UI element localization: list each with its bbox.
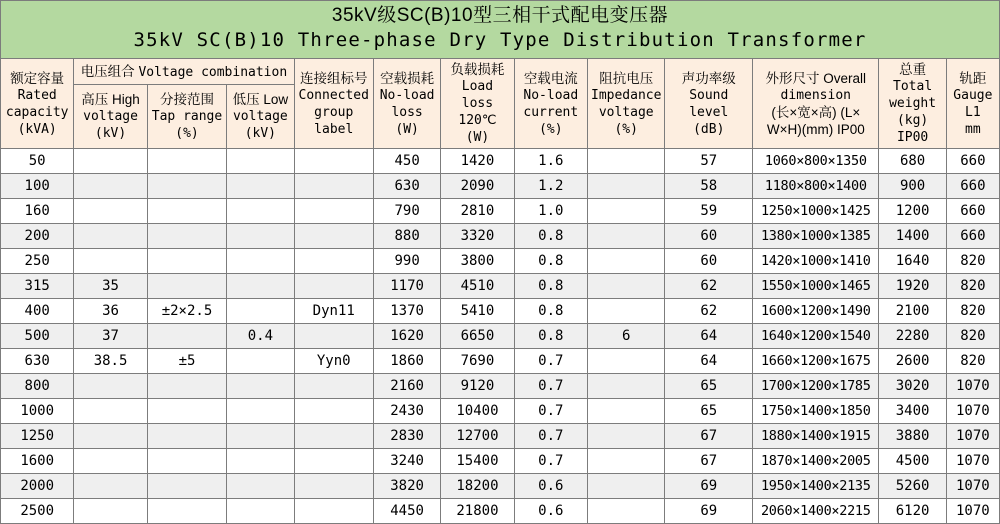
cell-weight: 1920 bbox=[879, 274, 946, 299]
table-row bbox=[1, 149, 1000, 174]
cell-low-voltage bbox=[227, 399, 294, 424]
header-dimension bbox=[753, 59, 879, 149]
cell-no-load-loss: 630 bbox=[373, 174, 440, 199]
cell-dimension: 1180×800×1400 bbox=[753, 174, 879, 199]
cell-dimension: 2060×1400×2215 bbox=[753, 499, 879, 524]
cell-sound-level: 67 bbox=[665, 449, 753, 474]
cell-weight: 680 bbox=[879, 149, 946, 174]
cell-high-voltage: 37 bbox=[74, 324, 147, 349]
cell-sound-level: 69 bbox=[665, 499, 753, 524]
cell-no-load-current: 0.7 bbox=[514, 349, 587, 374]
cell-no-load-loss: 1620 bbox=[373, 324, 440, 349]
cell-gauge: 1070 bbox=[946, 374, 999, 399]
cell-impedance bbox=[588, 149, 665, 174]
cell-load-loss: 9120 bbox=[441, 374, 514, 399]
table-row bbox=[1, 224, 1000, 249]
cell-tap-range bbox=[147, 174, 226, 199]
header-rated-capacity-en: Rated capacity bbox=[5, 87, 69, 120]
cell-gauge: 660 bbox=[946, 149, 999, 174]
header-voltage-combination bbox=[74, 59, 294, 85]
header-tap-range bbox=[147, 85, 226, 149]
cell-low-voltage bbox=[227, 374, 294, 399]
header-sound-level-en: Sound level bbox=[689, 87, 729, 120]
header-tap-range-en: Tap range bbox=[151, 109, 223, 125]
cell-high-voltage bbox=[74, 174, 147, 199]
table-row bbox=[1, 374, 1000, 399]
cell-weight: 3880 bbox=[879, 424, 946, 449]
cell-group-label bbox=[294, 374, 373, 399]
cell-high-voltage bbox=[74, 224, 147, 249]
cell-low-voltage bbox=[227, 174, 294, 199]
cell-impedance bbox=[588, 274, 665, 299]
cell-group-label bbox=[294, 424, 373, 449]
cell-high-voltage bbox=[74, 499, 147, 524]
cell-tap-range bbox=[147, 424, 226, 449]
header-impedance-voltage bbox=[588, 59, 665, 149]
cell-sound-level: 64 bbox=[665, 349, 753, 374]
header-gauge-unit: mm bbox=[965, 121, 981, 137]
cell-tap-range: ±2×2.5 bbox=[147, 299, 226, 324]
cell-weight: 2280 bbox=[879, 324, 946, 349]
cell-low-voltage bbox=[227, 249, 294, 274]
cell-no-load-current: 1.6 bbox=[514, 149, 587, 174]
cell-no-load-current: 0.8 bbox=[514, 224, 587, 249]
cell-capacity: 1250 bbox=[1, 424, 74, 449]
cell-load-loss: 3320 bbox=[441, 224, 514, 249]
table-title bbox=[1, 1, 1000, 59]
header-voltage-combination-cn: 电压组合 bbox=[80, 63, 135, 79]
cell-sound-level: 62 bbox=[665, 274, 753, 299]
cell-dimension: 1950×1400×2135 bbox=[753, 474, 879, 499]
cell-no-load-current: 1.0 bbox=[514, 199, 587, 224]
cell-gauge: 1070 bbox=[946, 399, 999, 424]
cell-tap-range bbox=[147, 474, 226, 499]
cell-group-label bbox=[294, 174, 373, 199]
cell-tap-range bbox=[147, 499, 226, 524]
table-row bbox=[1, 424, 1000, 449]
cell-no-load-current: 0.6 bbox=[514, 499, 587, 524]
cell-tap-range: ±5 bbox=[147, 349, 226, 374]
cell-dimension: 1060×800×1350 bbox=[753, 149, 879, 174]
cell-weight: 3020 bbox=[879, 374, 946, 399]
cell-load-loss: 2090 bbox=[441, 174, 514, 199]
header-high-voltage-unit: (kV) bbox=[94, 126, 127, 142]
header-no-load-current-unit: (%) bbox=[539, 121, 563, 137]
cell-gauge: 820 bbox=[946, 249, 999, 274]
header-impedance-voltage-en: Impedance voltage bbox=[591, 87, 662, 120]
cell-no-load-current: 0.7 bbox=[514, 399, 587, 424]
cell-high-voltage bbox=[74, 474, 147, 499]
cell-capacity: 2000 bbox=[1, 474, 74, 499]
cell-load-loss: 4510 bbox=[441, 274, 514, 299]
cell-high-voltage bbox=[74, 424, 147, 449]
cell-no-load-current: 1.2 bbox=[514, 174, 587, 199]
cell-group-label: Yyn0 bbox=[294, 349, 373, 374]
header-impedance-voltage-cn: 阻抗电压 bbox=[599, 70, 654, 86]
cell-impedance bbox=[588, 299, 665, 324]
header-group-label-en: Connected group label bbox=[298, 87, 369, 137]
cell-dimension: 1660×1200×1675 bbox=[753, 349, 879, 374]
header-gauge-en: Gauge L1 bbox=[953, 87, 993, 120]
cell-low-voltage bbox=[227, 199, 294, 224]
cell-gauge: 1070 bbox=[946, 499, 999, 524]
cell-group-label bbox=[294, 499, 373, 524]
cell-weight: 4500 bbox=[879, 449, 946, 474]
cell-dimension: 1750×1400×1850 bbox=[753, 399, 879, 424]
cell-tap-range bbox=[147, 399, 226, 424]
cell-low-voltage: 0.4 bbox=[227, 324, 294, 349]
cell-low-voltage bbox=[227, 474, 294, 499]
header-total-weight-en: Total weight bbox=[889, 79, 937, 111]
cell-high-voltage: 35 bbox=[74, 274, 147, 299]
cell-no-load-loss: 2160 bbox=[373, 374, 440, 399]
table-row bbox=[1, 324, 1000, 349]
cell-gauge: 820 bbox=[946, 324, 999, 349]
cell-capacity: 100 bbox=[1, 174, 74, 199]
header-tap-range-unit: (%) bbox=[175, 126, 199, 142]
cell-group-label bbox=[294, 274, 373, 299]
header-sound-level-unit: (dB) bbox=[693, 121, 725, 137]
table-row bbox=[1, 449, 1000, 474]
header-high-voltage bbox=[74, 85, 147, 149]
cell-no-load-current: 0.7 bbox=[514, 449, 587, 474]
cell-gauge: 660 bbox=[946, 174, 999, 199]
cell-capacity: 200 bbox=[1, 224, 74, 249]
cell-gauge: 1070 bbox=[946, 449, 999, 474]
title-english: 35kV SC(B)10 Three-phase Dry Type Distribution Transformer bbox=[133, 29, 867, 51]
cell-tap-range bbox=[147, 249, 226, 274]
cell-sound-level: 59 bbox=[665, 199, 753, 224]
cell-sound-level: 57 bbox=[665, 149, 753, 174]
cell-impedance bbox=[588, 499, 665, 524]
cell-no-load-loss: 4450 bbox=[373, 499, 440, 524]
cell-gauge: 820 bbox=[946, 349, 999, 374]
header-rated-capacity-unit: (kVA) bbox=[17, 121, 57, 137]
cell-sound-level: 67 bbox=[665, 424, 753, 449]
header-dimension-sub2: W×H)(mm) IP00 bbox=[766, 121, 865, 137]
cell-group-label bbox=[294, 474, 373, 499]
cell-low-voltage bbox=[227, 299, 294, 324]
cell-dimension: 1640×1200×1540 bbox=[753, 324, 879, 349]
header-low-voltage-en: voltage bbox=[232, 109, 288, 125]
cell-tap-range bbox=[147, 324, 226, 349]
cell-capacity: 500 bbox=[1, 324, 74, 349]
cell-low-voltage bbox=[227, 499, 294, 524]
header-sound-level bbox=[665, 59, 753, 149]
cell-low-voltage bbox=[227, 224, 294, 249]
cell-impedance bbox=[588, 449, 665, 474]
cell-load-loss: 18200 bbox=[441, 474, 514, 499]
cell-tap-range bbox=[147, 274, 226, 299]
cell-weight: 6120 bbox=[879, 499, 946, 524]
header-impedance-voltage-unit: (%) bbox=[614, 121, 638, 137]
cell-no-load-current: 0.8 bbox=[514, 249, 587, 274]
cell-no-load-loss: 1370 bbox=[373, 299, 440, 324]
cell-high-voltage: 36 bbox=[74, 299, 147, 324]
table-row bbox=[1, 399, 1000, 424]
cell-sound-level: 64 bbox=[665, 324, 753, 349]
cell-gauge: 820 bbox=[946, 274, 999, 299]
header-load-loss-unit: 120℃ (W) bbox=[458, 113, 497, 145]
cell-sound-level: 60 bbox=[665, 224, 753, 249]
cell-capacity: 250 bbox=[1, 249, 74, 274]
cell-no-load-current: 0.8 bbox=[514, 299, 587, 324]
cell-dimension: 1250×1000×1425 bbox=[753, 199, 879, 224]
cell-load-loss: 12700 bbox=[441, 424, 514, 449]
cell-load-loss: 6650 bbox=[441, 324, 514, 349]
header-total-weight-note: IP00 bbox=[896, 130, 929, 145]
cell-high-voltage bbox=[74, 149, 147, 174]
cell-no-load-loss: 3820 bbox=[373, 474, 440, 499]
cell-weight: 3400 bbox=[879, 399, 946, 424]
cell-capacity: 1000 bbox=[1, 399, 74, 424]
cell-sound-level: 58 bbox=[665, 174, 753, 199]
cell-high-voltage bbox=[74, 449, 147, 474]
cell-weight: 1200 bbox=[879, 199, 946, 224]
cell-weight: 2100 bbox=[879, 299, 946, 324]
cell-weight: 1640 bbox=[879, 249, 946, 274]
cell-low-voltage bbox=[227, 274, 294, 299]
cell-no-load-loss: 2830 bbox=[373, 424, 440, 449]
cell-impedance bbox=[588, 174, 665, 199]
cell-no-load-current: 0.7 bbox=[514, 374, 587, 399]
cell-no-load-loss: 3240 bbox=[373, 449, 440, 474]
cell-gauge: 1070 bbox=[946, 424, 999, 449]
cell-dimension: 1380×1000×1385 bbox=[753, 224, 879, 249]
cell-capacity: 160 bbox=[1, 199, 74, 224]
cell-load-loss: 5410 bbox=[441, 299, 514, 324]
cell-capacity: 50 bbox=[1, 149, 74, 174]
cell-group-label bbox=[294, 449, 373, 474]
cell-gauge: 1070 bbox=[946, 474, 999, 499]
header-no-load-current bbox=[514, 59, 587, 149]
cell-dimension: 1880×1400×1915 bbox=[753, 424, 879, 449]
table-row bbox=[1, 499, 1000, 524]
cell-capacity: 315 bbox=[1, 274, 74, 299]
cell-low-voltage bbox=[227, 449, 294, 474]
cell-impedance bbox=[588, 199, 665, 224]
header-gauge bbox=[946, 59, 999, 149]
cell-tap-range bbox=[147, 199, 226, 224]
table-row bbox=[1, 349, 1000, 374]
cell-high-voltage bbox=[74, 249, 147, 274]
table-row bbox=[1, 249, 1000, 274]
title-row bbox=[1, 1, 1000, 59]
cell-gauge: 820 bbox=[946, 299, 999, 324]
cell-no-load-loss: 1860 bbox=[373, 349, 440, 374]
cell-sound-level: 62 bbox=[665, 299, 753, 324]
header-rated-capacity-cn: 额定容量 bbox=[10, 70, 65, 86]
cell-impedance bbox=[588, 374, 665, 399]
cell-group-label bbox=[294, 324, 373, 349]
header-low-voltage bbox=[227, 85, 294, 149]
cell-load-loss: 21800 bbox=[441, 499, 514, 524]
cell-weight: 5260 bbox=[879, 474, 946, 499]
cell-no-load-loss: 450 bbox=[373, 149, 440, 174]
cell-impedance: 6 bbox=[588, 324, 665, 349]
header-total-weight bbox=[879, 59, 946, 149]
cell-no-load-current: 0.8 bbox=[514, 274, 587, 299]
cell-high-voltage bbox=[74, 199, 147, 224]
cell-sound-level: 60 bbox=[665, 249, 753, 274]
table-row bbox=[1, 274, 1000, 299]
cell-dimension: 1870×1400×2005 bbox=[753, 449, 879, 474]
table-row bbox=[1, 299, 1000, 324]
cell-weight: 2600 bbox=[879, 349, 946, 374]
title-chinese: 35kV级SC(B)10型三相干式配电变压器 bbox=[331, 5, 669, 26]
header-total-weight-cn: 总重 bbox=[899, 62, 927, 77]
cell-impedance bbox=[588, 349, 665, 374]
cell-sound-level: 65 bbox=[665, 374, 753, 399]
cell-impedance bbox=[588, 424, 665, 449]
cell-dimension: 1550×1000×1465 bbox=[753, 274, 879, 299]
cell-group-label bbox=[294, 199, 373, 224]
cell-impedance bbox=[588, 474, 665, 499]
cell-tap-range bbox=[147, 149, 226, 174]
cell-load-loss: 2810 bbox=[441, 199, 514, 224]
cell-high-voltage: 38.5 bbox=[74, 349, 147, 374]
cell-impedance bbox=[588, 399, 665, 424]
cell-capacity: 1600 bbox=[1, 449, 74, 474]
header-no-load-loss-unit: (W) bbox=[395, 121, 419, 137]
cell-impedance bbox=[588, 249, 665, 274]
header-gauge-cn: 轨距 bbox=[959, 70, 987, 86]
header-high-voltage-cn: 高压 High bbox=[81, 92, 140, 108]
cell-group-label: Dyn11 bbox=[294, 299, 373, 324]
cell-no-load-loss: 790 bbox=[373, 199, 440, 224]
header-no-load-loss-cn: 空载损耗 bbox=[380, 70, 435, 86]
cell-gauge: 660 bbox=[946, 224, 999, 249]
cell-weight: 1400 bbox=[879, 224, 946, 249]
cell-dimension: 1600×1200×1490 bbox=[753, 299, 879, 324]
cell-dimension: 1420×1000×1410 bbox=[753, 249, 879, 274]
cell-capacity: 2500 bbox=[1, 499, 74, 524]
cell-sound-level: 65 bbox=[665, 399, 753, 424]
header-no-load-loss-en: No-load loss bbox=[379, 87, 435, 120]
cell-load-loss: 1420 bbox=[441, 149, 514, 174]
header-sound-level-cn: 声功率级 bbox=[681, 70, 736, 86]
cell-high-voltage bbox=[74, 399, 147, 424]
header-dimension-en: dimension bbox=[780, 87, 851, 103]
header-group-label bbox=[294, 59, 373, 149]
cell-low-voltage bbox=[227, 424, 294, 449]
header-low-voltage-unit: (kV) bbox=[244, 126, 277, 142]
table-row bbox=[1, 474, 1000, 499]
cell-impedance bbox=[588, 224, 665, 249]
cell-no-load-current: 0.7 bbox=[514, 424, 587, 449]
cell-no-load-loss: 2430 bbox=[373, 399, 440, 424]
cell-sound-level: 69 bbox=[665, 474, 753, 499]
cell-capacity: 630 bbox=[1, 349, 74, 374]
header-no-load-loss bbox=[373, 59, 440, 149]
header-rated-capacity bbox=[1, 59, 74, 149]
cell-tap-range bbox=[147, 224, 226, 249]
cell-group-label bbox=[294, 249, 373, 274]
cell-no-load-current: 0.6 bbox=[514, 474, 587, 499]
header-high-voltage-en: voltage bbox=[83, 109, 138, 125]
cell-group-label bbox=[294, 399, 373, 424]
table-row bbox=[1, 174, 1000, 199]
cell-load-loss: 3800 bbox=[441, 249, 514, 274]
header-load-loss bbox=[441, 59, 514, 149]
cell-no-load-current: 0.8 bbox=[514, 324, 587, 349]
header-load-loss-en: Load loss bbox=[461, 79, 494, 111]
cell-dimension: 1700×1200×1785 bbox=[753, 374, 879, 399]
cell-no-load-loss: 880 bbox=[373, 224, 440, 249]
header-dimension-cn: 外形尺寸 Overall bbox=[765, 70, 867, 86]
table-row bbox=[1, 199, 1000, 224]
header-load-loss-cn: 负载损耗 bbox=[450, 62, 505, 77]
cell-tap-range bbox=[147, 449, 226, 474]
cell-group-label bbox=[294, 149, 373, 174]
header-group-label-cn: 连接组标号 bbox=[299, 70, 368, 86]
header-no-load-current-en: No-load current bbox=[523, 87, 579, 120]
header-low-voltage-cn: 低压 Low bbox=[232, 92, 289, 108]
cell-low-voltage bbox=[227, 349, 294, 374]
header-row-1 bbox=[1, 59, 1000, 85]
header-dimension-sub1: (长×宽×高) (L× bbox=[771, 104, 861, 120]
header-tap-range-cn: 分接范围 bbox=[159, 92, 214, 108]
cell-low-voltage bbox=[227, 149, 294, 174]
cell-weight: 900 bbox=[879, 174, 946, 199]
cell-load-loss: 10400 bbox=[441, 399, 514, 424]
cell-load-loss: 15400 bbox=[441, 449, 514, 474]
cell-gauge: 660 bbox=[946, 199, 999, 224]
cell-load-loss: 7690 bbox=[441, 349, 514, 374]
header-voltage-combination-en: Voltage combination bbox=[138, 64, 288, 80]
cell-capacity: 800 bbox=[1, 374, 74, 399]
cell-high-voltage bbox=[74, 374, 147, 399]
cell-group-label bbox=[294, 224, 373, 249]
header-total-weight-unit: (kg) bbox=[896, 113, 929, 128]
cell-tap-range bbox=[147, 374, 226, 399]
cell-capacity: 400 bbox=[1, 299, 74, 324]
header-no-load-current-cn: 空载电流 bbox=[523, 70, 578, 86]
cell-no-load-loss: 990 bbox=[373, 249, 440, 274]
cell-no-load-loss: 1170 bbox=[373, 274, 440, 299]
